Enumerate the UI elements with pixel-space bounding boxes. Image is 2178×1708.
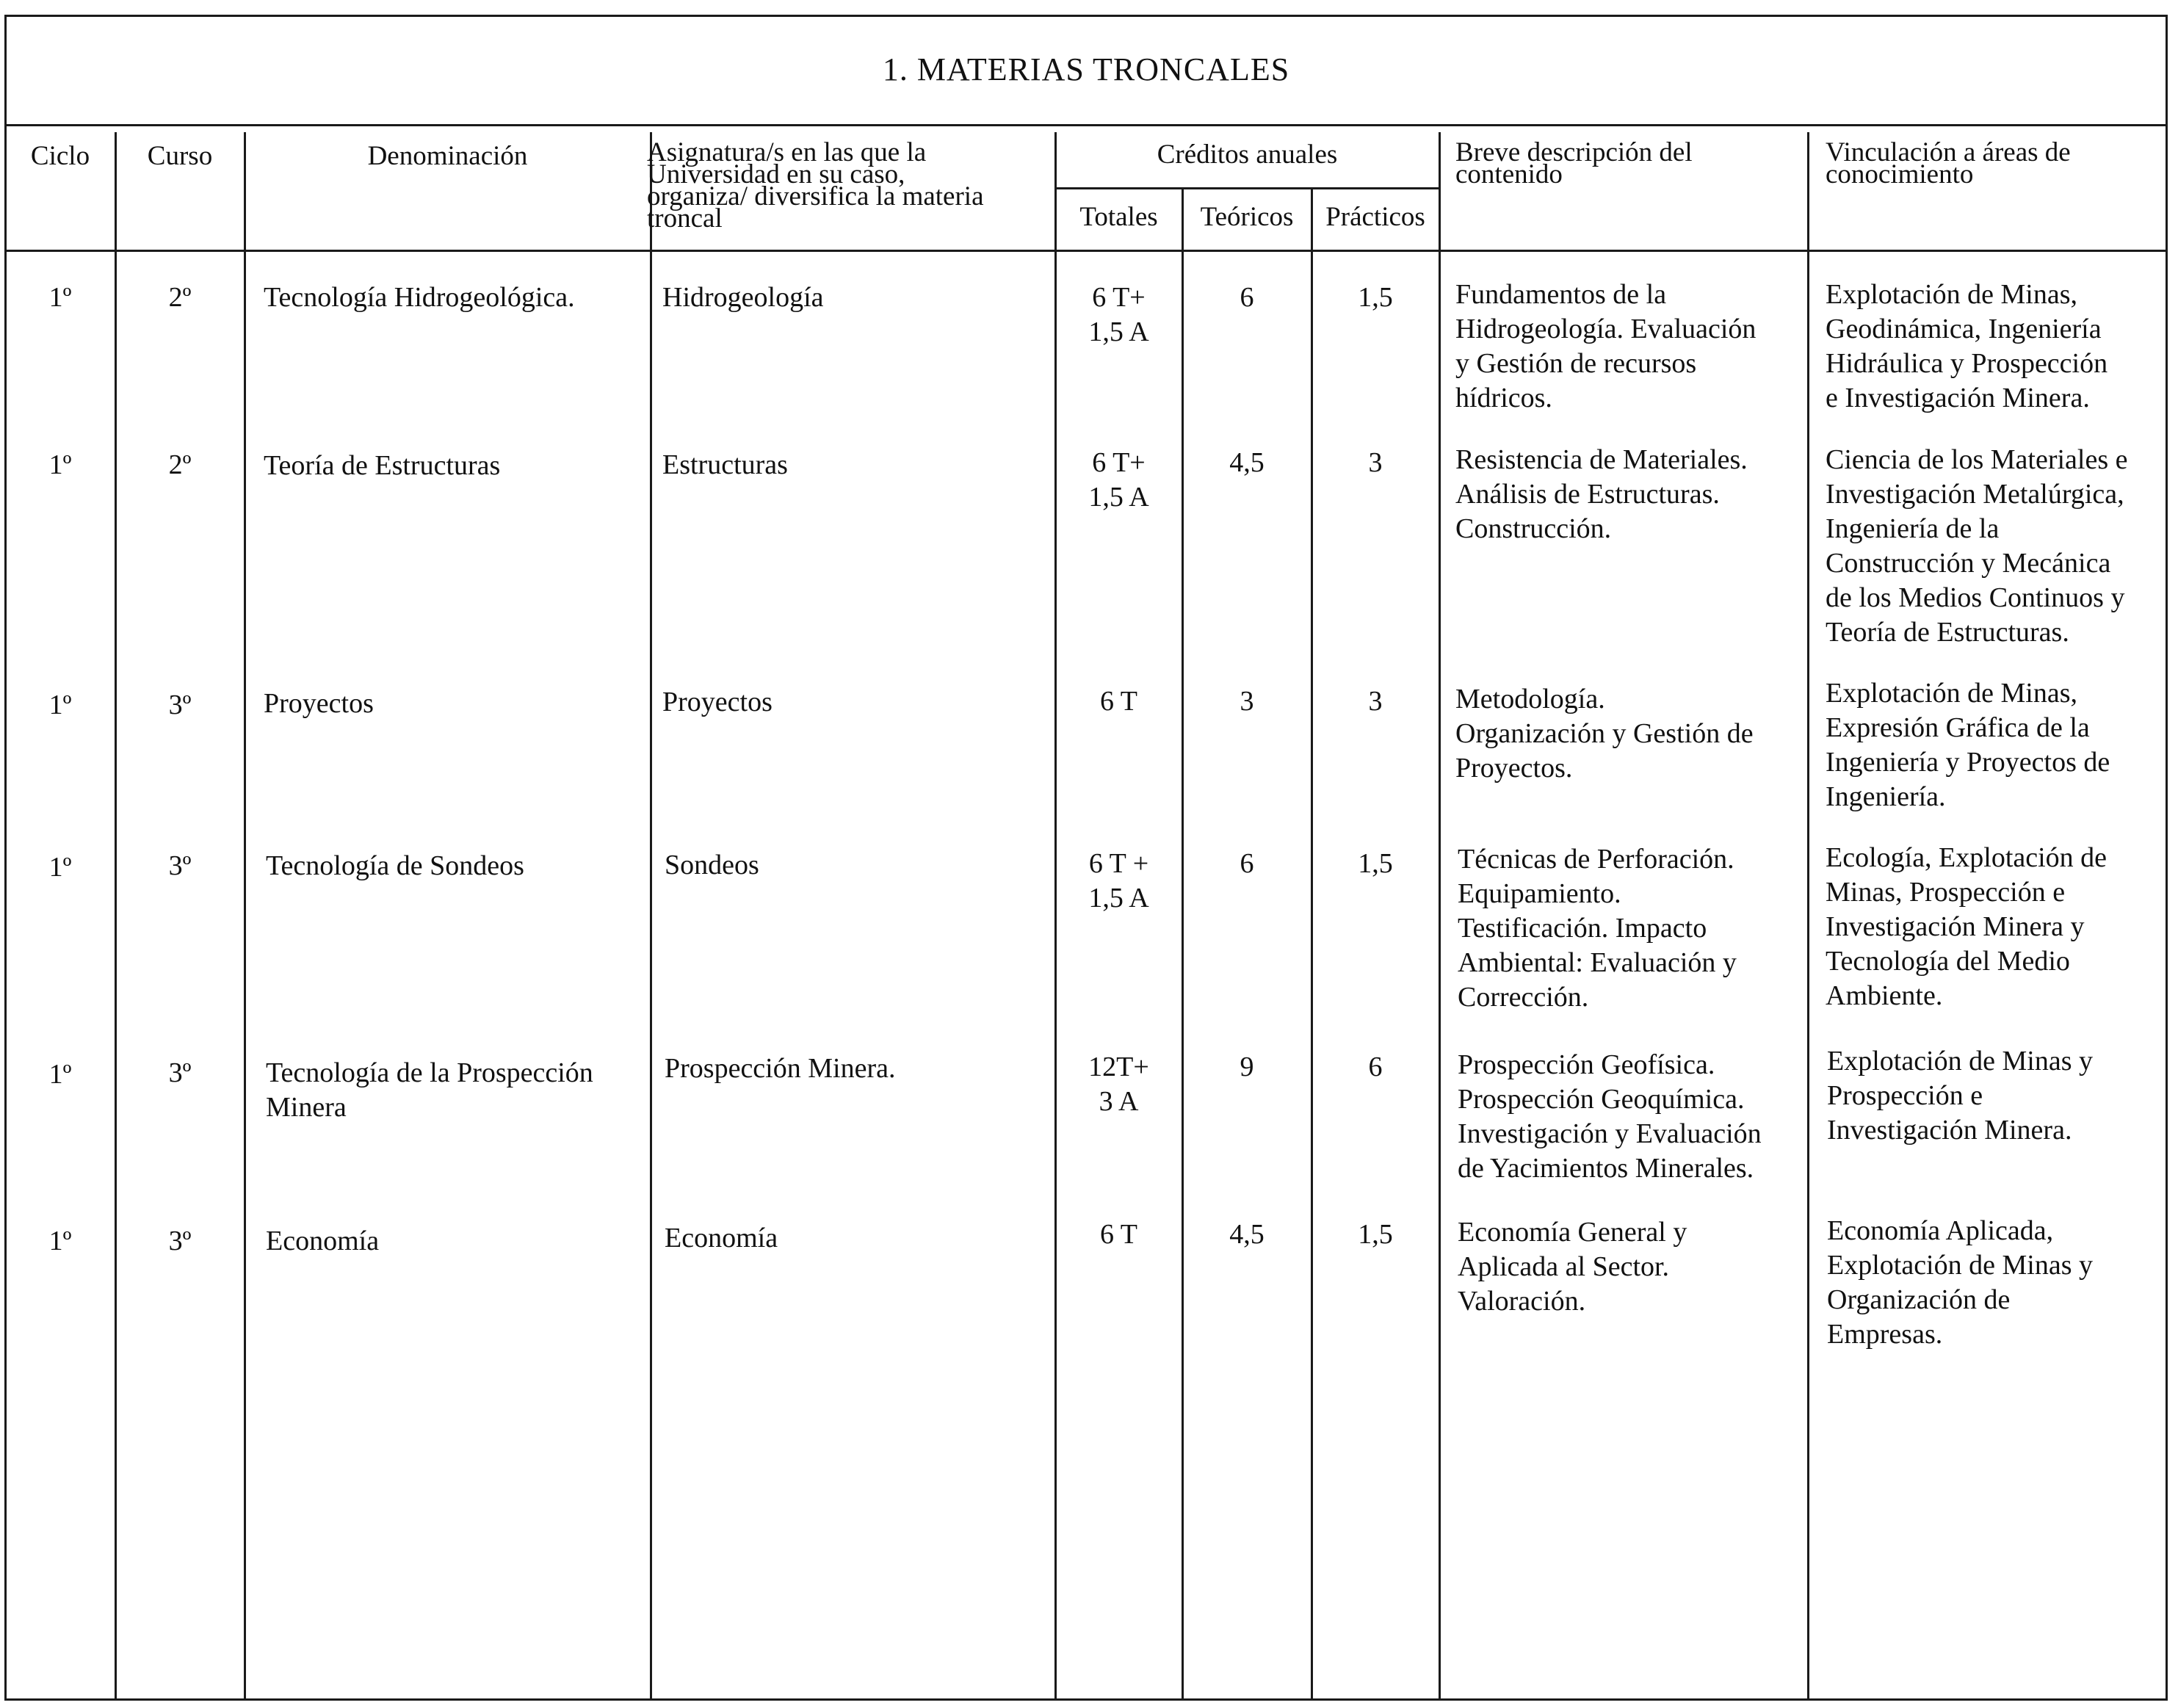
cell-totales: 6 T + 1,5 A bbox=[1088, 848, 1149, 913]
cell-descripcion: Economía General y Aplicada al Sector. Valoración. bbox=[1458, 1217, 1687, 1317]
cell-descripcion: Resistencia de Materiales. Análisis de Estructuras. Construcción. bbox=[1455, 444, 1748, 544]
cell-practicos: 1,5 bbox=[1358, 1219, 1393, 1250]
cell-ciclo: 1º bbox=[48, 449, 72, 480]
cell-totales: 6 T+ 1,5 A bbox=[1088, 282, 1149, 347]
cell-ciclo: 1º bbox=[48, 1059, 72, 1090]
column-divider bbox=[244, 132, 246, 1701]
cell-practicos: 1,5 bbox=[1358, 848, 1393, 879]
header-vinculacion: Vinculación a áreas de conocimiento bbox=[1826, 137, 2071, 189]
cell-curso: 3º bbox=[168, 1226, 192, 1256]
header-divider bbox=[4, 250, 2168, 252]
cell-denominacion: Tecnología de Sondeos bbox=[266, 850, 524, 881]
column-divider bbox=[1807, 132, 1809, 1701]
column-divider bbox=[650, 132, 652, 1701]
cell-ciclo: 1º bbox=[48, 282, 72, 313]
cell-teoricos: 6 bbox=[1240, 282, 1254, 313]
cell-vinculacion: Economía Aplicada, Explotación de Minas y Organización de Empresas. bbox=[1827, 1215, 2093, 1350]
column-divider bbox=[1439, 132, 1441, 1701]
header-practicos: Prácticos bbox=[1325, 202, 1425, 232]
cell-teoricos: 4,5 bbox=[1229, 1219, 1265, 1250]
cell-descripcion: Prospección Geofísica. Prospección Geoquímica. Investigación y Evaluación de Yacimientos Minerales. bbox=[1458, 1049, 1762, 1184]
header-totales: Totales bbox=[1079, 202, 1158, 232]
cell-vinculacion: Explotación de Minas y Prospección e Investigación Minera. bbox=[1827, 1046, 2093, 1146]
header-denominacion: Denominación bbox=[367, 141, 528, 171]
cell-vinculacion: Explotación de Minas, Expresión Gráfica de la Ingeniería y Proyectos de Ingeniería. bbox=[1826, 678, 2110, 812]
header-ciclo: Ciclo bbox=[30, 141, 90, 171]
cell-totales: 6 T bbox=[1099, 1219, 1138, 1250]
cell-vinculacion: Ecología, Explotación de Minas, Prospección e Investigación Minera y Tecnología del Medio Ambiente. bbox=[1826, 842, 2108, 1011]
cell-totales: 6 T bbox=[1099, 686, 1138, 717]
cell-practicos: 3 bbox=[1368, 447, 1383, 478]
cell-asignatura: Economía bbox=[665, 1223, 778, 1253]
cell-denominacion: Tecnología de la Prospección Minera bbox=[266, 1057, 593, 1123]
cell-totales: 12T+ 3 A bbox=[1088, 1052, 1149, 1117]
cell-ciclo: 1º bbox=[48, 852, 72, 883]
cell-teoricos: 3 bbox=[1240, 686, 1254, 717]
subheader-divider bbox=[1054, 187, 1440, 189]
cell-denominacion: Teoría de Estructuras bbox=[264, 450, 501, 481]
cell-descripcion: Metodología. Organización y Gestión de Proyectos. bbox=[1455, 684, 1754, 784]
cell-curso: 3º bbox=[168, 1057, 192, 1088]
column-divider bbox=[115, 132, 117, 1701]
cell-asignatura: Estructuras bbox=[662, 449, 788, 480]
cell-totales: 6 T+ 1,5 A bbox=[1088, 447, 1149, 513]
cell-curso: 3º bbox=[168, 690, 192, 720]
header-curso: Curso bbox=[147, 141, 213, 171]
cell-ciclo: 1º bbox=[48, 1226, 72, 1256]
column-divider bbox=[1182, 187, 1184, 1701]
cell-curso: 2º bbox=[168, 449, 192, 480]
cell-denominacion: Tecnología Hidrogeológica. bbox=[264, 282, 575, 313]
cell-asignatura: Hidrogeología bbox=[662, 282, 824, 313]
cell-curso: 3º bbox=[168, 850, 192, 881]
cell-practicos: 3 bbox=[1368, 686, 1383, 717]
cell-practicos: 1,5 bbox=[1358, 282, 1393, 313]
cell-ciclo: 1º bbox=[48, 690, 72, 720]
cell-vinculacion: Explotación de Minas, Geodinámica, Ingeniería Hidráulica y Prospección e Investigación Minera. bbox=[1826, 279, 2108, 413]
page-title: 1. MATERIAS TRONCALES bbox=[4, 15, 2168, 126]
cell-denominacion: Proyectos bbox=[264, 688, 374, 719]
cell-practicos: 6 bbox=[1368, 1052, 1383, 1082]
header-creditos: Créditos anuales bbox=[1157, 140, 1338, 170]
cell-descripcion: Fundamentos de la Hidrogeología. Evaluación y Gestión de recursos hídricos. bbox=[1455, 279, 1756, 413]
header-teoricos: Teóricos bbox=[1200, 202, 1294, 232]
cell-teoricos: 4,5 bbox=[1229, 447, 1265, 478]
header-asignaturas: Asignatura/s en las que la Universidad en su caso, organiza/ diversifica la materia troncal bbox=[647, 137, 984, 234]
cell-curso: 2º bbox=[168, 282, 192, 313]
header-descripcion: Breve descripción del contenido bbox=[1455, 137, 1693, 189]
cell-vinculacion: Ciencia de los Materiales e Investigación Metalúrgica, Ingeniería de la Construcción y Mecánica de los Medios Continuos y Teoría de Estructuras. bbox=[1826, 444, 2128, 648]
column-divider bbox=[1311, 187, 1313, 1701]
column-divider bbox=[1054, 132, 1057, 1701]
cell-asignatura: Prospección Minera. bbox=[665, 1053, 896, 1084]
cell-teoricos: 6 bbox=[1240, 848, 1254, 879]
cell-descripcion: Técnicas de Perforación. Equipamiento. Testificación. Impacto Ambiental: Evaluación y Corrección. bbox=[1458, 844, 1737, 1013]
cell-teoricos: 9 bbox=[1240, 1052, 1254, 1082]
cell-asignatura: Proyectos bbox=[662, 687, 773, 717]
cell-denominacion: Economía bbox=[266, 1226, 380, 1256]
cell-asignatura: Sondeos bbox=[665, 850, 759, 880]
